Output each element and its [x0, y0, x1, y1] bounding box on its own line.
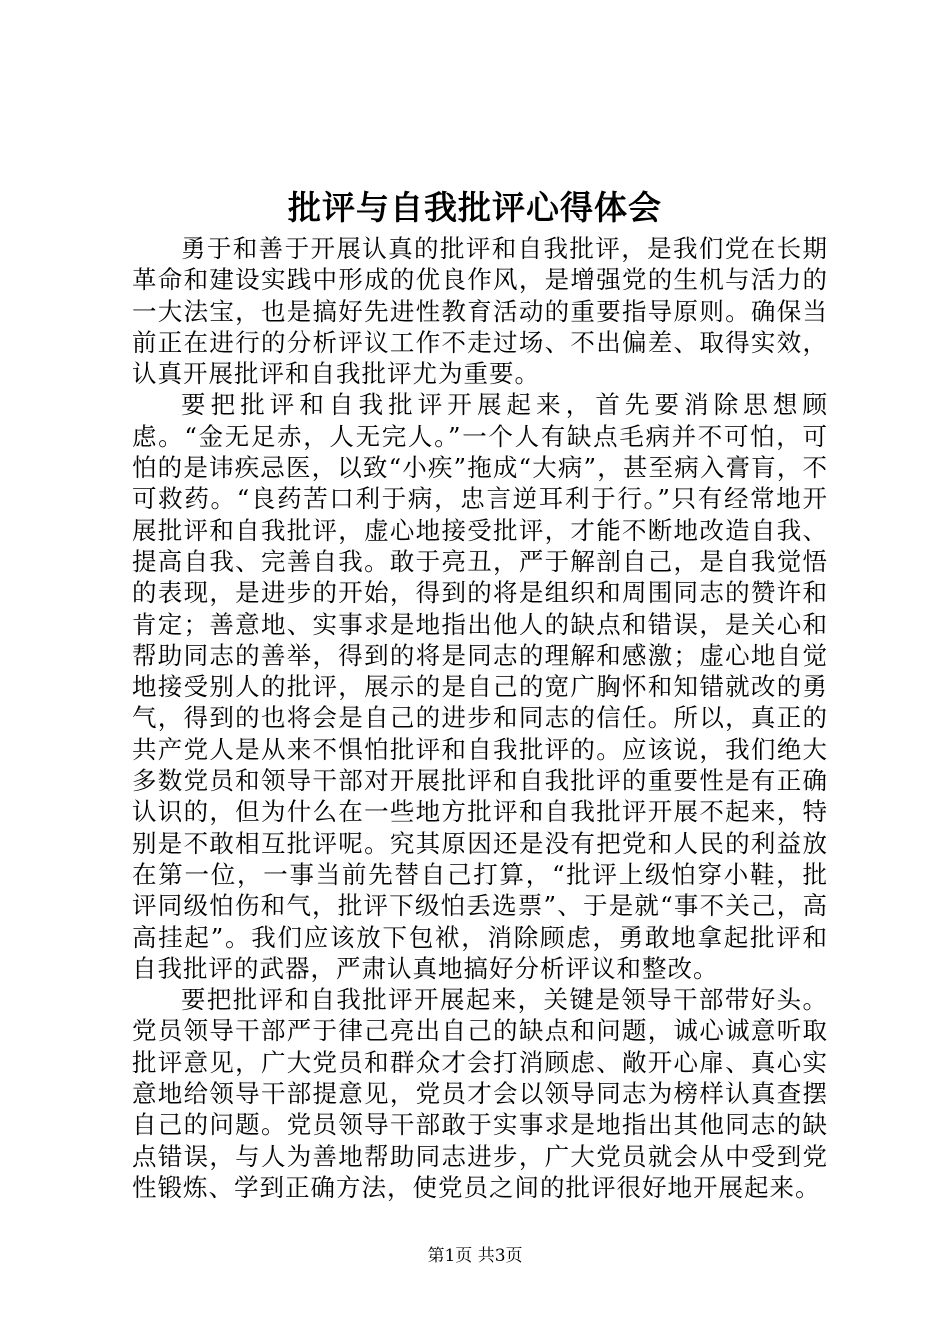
paragraph-2: 要把批评和自我批评开展起来，首先要消除思想顾虑。“金无足赤，人无完人。”一个人有缺点毛病并不可怕，可怕的是讳疾忌医，以致“小疾”拖成“大病”，甚至病入膏肓，不可救药。“良药苦口利于病，忠言逆耳利于行。”只有经常地开展批评和自我批评，虚心地接受批评，才能不断地改造自我、提高自我、完善自我。敢于亮丑，严于解剖自己，是自我觉悟的表现，是进步的开始，得到的将是组织和周围同志的赞许和肯定；善意地、实事求是地指出他人的缺点和错误，是关心和帮助同志的善举，得到的将是同志的理解和感激；虚心地自觉地接受别人的批评，展示的是自己的宽广胸怀和知错就改的勇气，得到的也将会是自己的进步和同志的信任。所以，真正的共产党人是从来不惧怕批评和自我批评的。应该说，我们绝大多数党员和领导干部对开展批评和自我批评的重要性是有正确认识的，但为什么在一些地方批评和自我批评开展不起来，特别是不敢相互批评呢。究其原因还是没有把党和人民的利益放在第一位，一事当前先替自己打算，“批评上级怕穿小鞋，批评同级怕伤和气，批评下级怕丢选票”、于是就“事不关己，高高挂起”。我们应该放下包袱，消除顾虑，勇敢地拿起批评和自我批评的武器，严肃认真地搞好分析评议和整改。 — [132, 390, 828, 983]
document-body — [132, 233, 828, 1203]
paragraph-3: 要把批评和自我批评开展起来，关键是领导干部带好头。党员领导干部严于律己亮出自己的缺点和问题，诚心诚意听取批评意见，广大党员和群众才会打消顾虑、敞开心扉、真心实意地给领导干部提意见，党员才会以领导同志为榜样认真查摆自己的问题。党员领导干部敢于实事求是地指出其他同志的缺点错误，与人为善地帮助同志进步，广大党员就会从中受到党性锻炼、学到正确方法，使党员之间的批评很好地开展起来。 — [132, 985, 828, 1202]
paragraph-1: 勇于和善于开展认真的批评和自我批评，是我们党在长期革命和建设实践中形成的优良作风，是增强党的生机与活力的一大法宝，也是搞好先进性教育活动的重要指导原则。确保当前正在进行的分析评议工作不走过场、不出偏差、取得实效，认真开展批评和自我批评尤为重要。 — [132, 234, 828, 389]
page-footer: 第1页 共3页 — [427, 1246, 523, 1266]
page-title: 批评与自我批评心得体会 — [288, 188, 662, 227]
